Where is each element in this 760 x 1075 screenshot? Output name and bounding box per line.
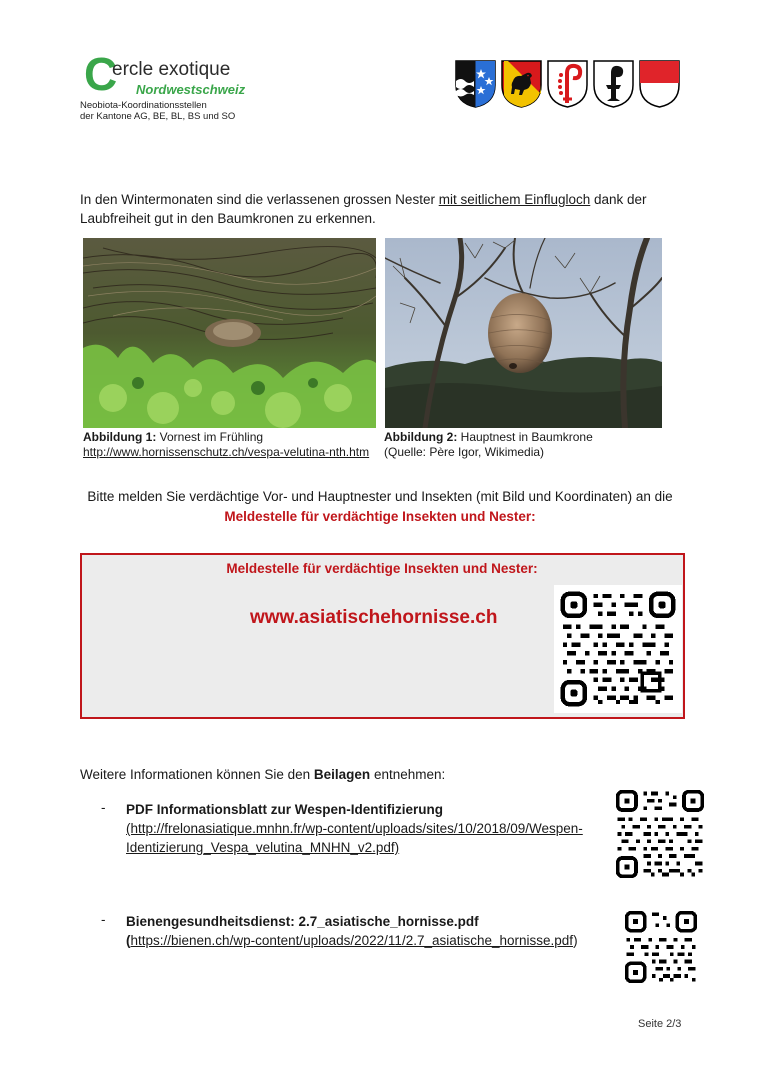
bullet-dash-1: -: [101, 800, 106, 815]
attachment-1-title: PDF Informationsblatt zur Wespen-Identifizierung: [126, 802, 444, 817]
caption-2-text: Hauptnest in Baumkrone: [457, 430, 593, 444]
intro-underlined: mit seitlichem Einflugloch: [438, 192, 591, 207]
qr-code-reporting-icon: [554, 585, 682, 713]
caption-2-source: (Quelle: Père Igor, Wikimedia): [384, 445, 545, 459]
logo-letter-c: C: [84, 48, 118, 100]
attachment-2-link[interactable]: https://bienen.ch/wp-content/uploads/2022/11/2.7_asiatische_hornisse.pdf: [130, 933, 574, 948]
cercle-exotique-logo: [84, 48, 284, 102]
attachment-1-link[interactable]: (http://frelonasiatique.mnhn.fr/wp-content/uploads/sites/10/2018/09/Wespen-Identizierung_Vespa_velutina_MNHN_v2.pdf): [126, 821, 583, 855]
more-info-line: [80, 767, 445, 782]
caption-1-label: Abbildung 1:: [83, 430, 157, 444]
logo-title: ercle exotique: [112, 59, 231, 80]
qr-code-attachment-2-icon: [623, 909, 699, 985]
bullet-dash-2: -: [101, 912, 106, 927]
report-highlight: Meldestelle für verdächtige Insekten und Nester:: [224, 509, 536, 524]
reporting-url-link[interactable]: www.asiatischehornisse.ch: [250, 607, 498, 628]
solothurn-crest-icon: [638, 59, 681, 109]
canton-crests: [454, 59, 681, 109]
attachment-item-1: [126, 800, 616, 857]
tagline: [80, 100, 235, 122]
aargau-crest-icon: [454, 59, 497, 109]
attachment-2-title: Bienengesundheitsdienst: 2.7_asiatische_hornisse.pdf: [126, 914, 479, 929]
report-text: Bitte melden Sie verdächtige Vor- und Hauptnester und Insekten (mit Bild und Koordinaten) an die: [87, 489, 673, 504]
basel-land-crest-icon: [546, 59, 589, 109]
report-request: [80, 487, 680, 527]
caption-2-label: Abbildung 2:: [384, 430, 458, 444]
intro-text-before: In den Wintermonaten sind die verlassenen grossen Nester: [80, 192, 439, 207]
intro-text-after: dank der Laubfreiheit gut in den Baumkronen zu erkennen.: [80, 192, 647, 226]
more-info-before: Weitere Informationen können Sie den: [80, 767, 314, 782]
more-info-bold: Beilagen: [313, 767, 371, 782]
attachment-2-paren-open: (: [126, 933, 131, 948]
bern-crest-icon: [500, 59, 543, 109]
tagline-line-2: der Kantone AG, BE, BL, BS und SO: [80, 111, 236, 122]
tagline-line-1: Neobiota-Koordinationsstellen: [80, 100, 207, 111]
qr-code-attachment-1-icon: [614, 788, 706, 880]
photo-pre-nest-in-grass: [83, 238, 376, 428]
attachment-item-2: [126, 912, 616, 950]
intro-paragraph: [80, 190, 680, 228]
attachment-2-link-row: [126, 931, 616, 950]
reporting-office-box: [80, 553, 685, 719]
caption-figure-2: [384, 430, 674, 460]
logo-subtitle: Nordwestschweiz: [136, 82, 246, 97]
more-info-after: entnehmen:: [370, 767, 446, 782]
caption-1-link[interactable]: http://www.hornissenschutz.ch/vespa-velutina-nth.htm: [83, 445, 370, 459]
caption-figure-1: [83, 430, 378, 460]
attachment-2-paren-close: ): [573, 933, 578, 948]
box-title: Meldestelle für verdächtige Insekten und Nester:: [226, 561, 538, 576]
basel-stadt-crest-icon: [592, 59, 635, 109]
caption-1-text: Vornest im Frühling: [156, 430, 264, 444]
photo-main-nest-in-tree: [385, 238, 662, 428]
page-number: Seite 2/3: [638, 1018, 682, 1030]
